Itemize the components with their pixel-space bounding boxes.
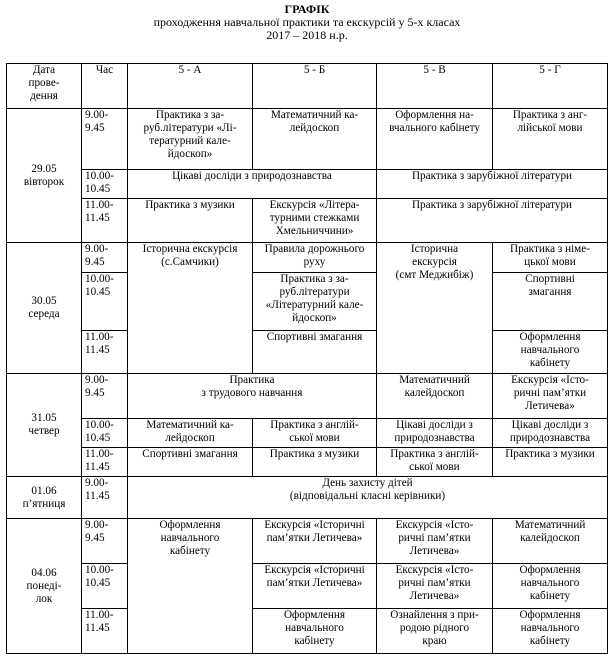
time-cell: 9.00- 11.45 xyxy=(82,477,128,519)
time-cell: 11.00- 11.45 xyxy=(82,331,128,374)
date-cell: 01.06 п’ятниця xyxy=(7,477,82,519)
date-cell: 31.05 четвер xyxy=(7,374,82,477)
date-cell: 29.05 вівторок xyxy=(7,109,82,243)
activity-cell: Екскурсія «Істо- ричні пам’ятки Летичева» xyxy=(493,374,608,419)
table-row xyxy=(7,609,608,654)
activity-cell: Оформлення навчального кабінету xyxy=(493,331,608,374)
activity-cell: Практика з німе- цької мови xyxy=(493,243,608,273)
table-row xyxy=(7,199,608,243)
activity-cell: Цікаві досліди з природознавства xyxy=(493,419,608,448)
activity-cell: Правила дорожнього руху xyxy=(253,243,377,273)
activity-cell: Математичний ка- лейдоскоп xyxy=(253,109,377,170)
time-cell: 9.00- 9.45 xyxy=(82,374,128,419)
activity-cell: День захисту дітей (відповідальні класні керівники) xyxy=(128,477,608,519)
activity-cell: Оформлення на- вчального кабінету xyxy=(377,109,493,170)
activity-cell: Практика з трудового навчання xyxy=(128,374,377,419)
header-5b: 5 - Б xyxy=(253,64,377,109)
activity-cell: Практика з англій- ської мови xyxy=(377,448,493,477)
activity-cell: Екскурсія «Історичні пам’ятки Летичева» xyxy=(253,564,377,609)
title-line-3: 2017 – 2018 н.р. xyxy=(266,28,348,42)
activity-cell: Історична екскурсія (смт Меджибіж) xyxy=(377,243,493,374)
activity-cell: Екскурсія «Істо- ричні пам’ятки Летичева» xyxy=(377,519,493,564)
activity-cell: Математичний ка- лейдоскоп xyxy=(128,419,253,448)
date-cell: 30.05 середа xyxy=(7,243,82,374)
header-5v: 5 - В xyxy=(377,64,493,109)
time-cell: 10.00- 10.45 xyxy=(82,273,128,331)
activity-cell: Оформлення навчального кабінету xyxy=(493,564,608,609)
activity-cell: Практика з англій- ської мови xyxy=(253,419,377,448)
activity-cell: Спортивні змагання xyxy=(128,448,253,477)
table-row xyxy=(7,477,608,519)
activity-cell: Оформлення навчального кабінету xyxy=(253,609,377,654)
time-cell: 10.00- 10.45 xyxy=(82,564,128,609)
header-5a: 5 - А xyxy=(128,64,253,109)
header-5g: 5 - Г xyxy=(493,64,608,109)
activity-cell: Екскурсія «Істо- ричні пам’ятки Летичева» xyxy=(377,564,493,609)
activity-cell: Практика з музики xyxy=(253,448,377,477)
activity-cell: Практика з за- руб.літератури «Літературний кале- йдоскоп» xyxy=(253,273,377,331)
time-cell: 10.00- 10.45 xyxy=(82,170,128,199)
activity-cell: Ознайлення з при- родою рідного краю xyxy=(377,609,493,654)
activity-cell: Практика з зарубіжної літератури xyxy=(377,170,608,199)
table-row xyxy=(7,109,608,170)
table-row xyxy=(7,448,608,477)
date-cell: 04.06 понеді- лок xyxy=(7,519,82,654)
table-row xyxy=(7,273,608,331)
activity-cell: Математичний калейдоскоп xyxy=(493,519,608,564)
activity-cell: Практика з музики xyxy=(128,199,253,243)
title-line-2: проходження навчальної практики та екскурсій у 5-х класах xyxy=(153,15,461,29)
activity-cell: Цікаві досліди з природознавства xyxy=(377,419,493,448)
time-cell: 11.00- 11.45 xyxy=(82,609,128,654)
table-row xyxy=(7,519,608,564)
time-cell: 11.00- 11.45 xyxy=(82,199,128,243)
activity-cell: Практика з анг- лійської мови xyxy=(493,109,608,170)
time-cell: 9.00- 9.45 xyxy=(82,519,128,564)
table-row xyxy=(7,170,608,199)
activity-cell: Спортивні змагання xyxy=(493,273,608,331)
activity-cell: Спортивні змагання xyxy=(253,331,377,374)
activity-cell: Екскурсія «Історичні пам’ятки Летичева» xyxy=(253,519,377,564)
time-cell: 9.00- 9.45 xyxy=(82,109,128,170)
activity-cell: Екскурсія «Літера- турними стежками Хмельниччини» xyxy=(253,199,377,243)
activity-cell: Математичний калейдоскоп xyxy=(377,374,493,419)
table-row xyxy=(7,419,608,448)
header-time: Час xyxy=(82,64,128,109)
activity-cell: Оформлення навчального кабінету xyxy=(128,519,253,654)
activity-cell: Історична екскурсія (с.Самчики) xyxy=(128,243,253,374)
title-line-1: ГРАФІК xyxy=(284,2,330,16)
header-row xyxy=(7,64,608,109)
time-cell: 10.00- 10.45 xyxy=(82,419,128,448)
table-row xyxy=(7,243,608,273)
activity-cell: Цікаві досліди з природознавства xyxy=(128,170,377,199)
table-row xyxy=(7,374,608,419)
time-cell: 11.00- 11.45 xyxy=(82,448,128,477)
table-row xyxy=(7,564,608,609)
document-title xyxy=(0,0,614,42)
table-row xyxy=(7,331,608,374)
activity-cell: Оформлення навчального кабінету xyxy=(493,609,608,654)
time-cell: 9.00- 9.45 xyxy=(82,243,128,273)
schedule-table xyxy=(6,63,608,654)
activity-cell: Практика з за- руб.літератури «Лі- тературний кале- йдоскоп» xyxy=(128,109,253,170)
activity-cell: Практика з музики xyxy=(493,448,608,477)
header-date: Дата прове- дення xyxy=(7,64,82,109)
activity-cell: Практика з зарубіжної літератури xyxy=(377,199,608,243)
